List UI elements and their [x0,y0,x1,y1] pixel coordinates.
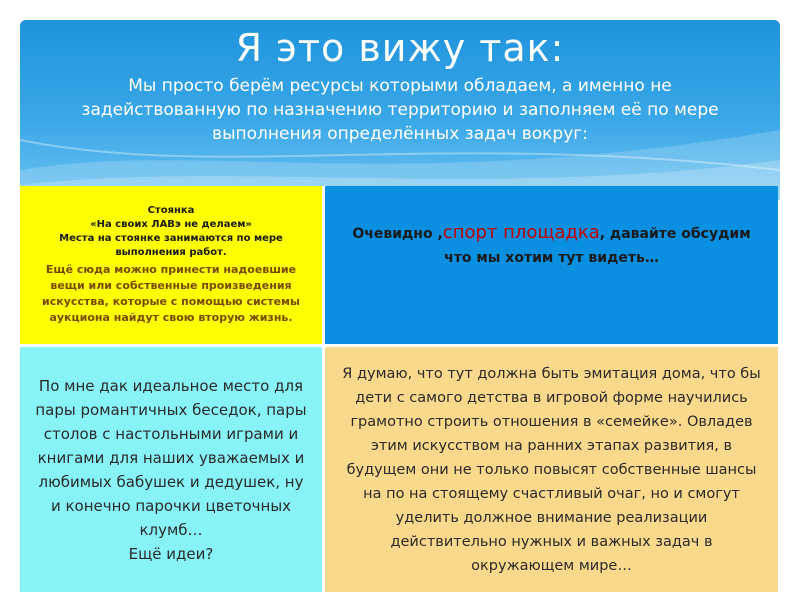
cell-gazebos [20,347,322,592]
gazebos-text: По мне дак идеальное место для пары романтичных беседок, пары столов с настольными играми и книгами для наших уважаемых и любимых бабушек и дедушек, ну и конечно парочки цветочных клумб… [35,376,307,539]
parking-auction-text: Ещё сюда можно принести надоевшие вещи или собственные произведения искусства, которые с помощью системы аукциона найдут свою вторую жизнь. [42,263,300,324]
parking-heading: Стоянка [147,205,195,216]
cell-parking [20,186,322,344]
parking-note: Места на стоянке занимаются по мере выполнения работ. [59,233,283,258]
parking-slogan: «На своих ЛАВэ не делаем» [90,219,252,230]
sports-highlight: спорт площадка [442,221,600,243]
sports-ground-text [345,221,758,270]
gazebos-question: Ещё идеи? [128,544,214,563]
sports-prefix: Очевидно , [352,225,443,242]
content-table [20,186,778,592]
cell-house-imitation [325,347,778,592]
page-title: Я это вижу так: [235,26,565,70]
sports-suffix: , давайте обсудим что мы хотим тут видеть… [444,225,751,266]
page-subtitle: Мы просто берём ресурсы которыми обладаем, а именно не задействованную по назначению территорию и заполняем её по мере выполнения определённых задач вокруг: [81,76,719,144]
cell-sports-ground [325,186,778,344]
house-imitation-text: Я думаю, что тут должна быть эмитация дома, что бы дети с самого детства в игровой форме научились грамотно строить отношения в «семейке». Овладев этим искусством на ранних этапах развития, в будущем они не только повысят собственные шансы на по на стоящему счастливый очаг, но и смогут уделить должное внимание реализации действительно нужных и важных задач в окружающем мире… [342,365,761,574]
